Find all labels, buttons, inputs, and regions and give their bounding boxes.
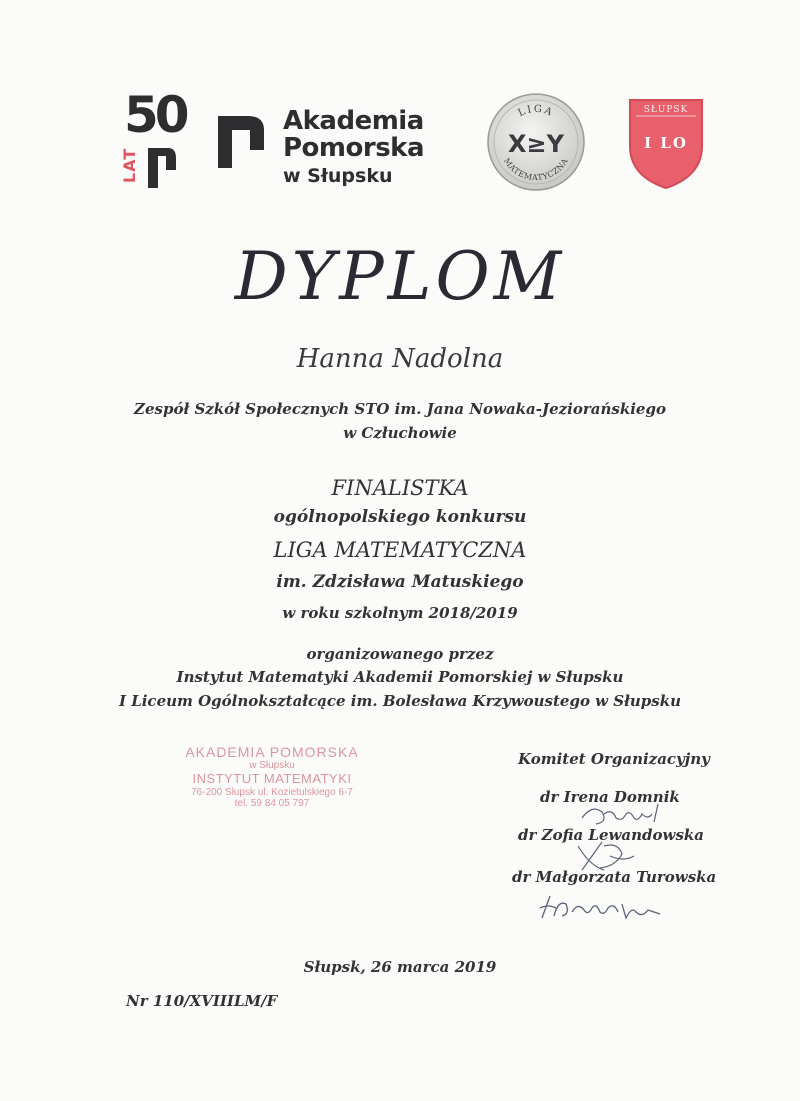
recipient-name: Hanna Nadolna xyxy=(296,344,504,374)
anniversary-label: LAT xyxy=(120,147,140,184)
stamp-line1: AKADEMIA POMORSKA xyxy=(185,744,359,760)
akademia-pomorska-logo-icon xyxy=(216,110,268,168)
university-line2: Pomorska xyxy=(283,133,425,164)
university-line3: w Słupsku xyxy=(283,164,393,187)
organizer-2: I Liceum Ogólnokształcące im. Bolesława Krzywoustego w Słupsku xyxy=(118,692,682,710)
university-name xyxy=(283,108,424,187)
university-line1: Akademia xyxy=(283,106,424,136)
committee-heading: Komitet Organizacyjny xyxy=(518,750,710,768)
seal-symbol: X≥Y xyxy=(508,130,564,158)
anniversary-logo xyxy=(118,86,188,190)
signature-2-icon xyxy=(570,836,640,874)
school-line2: w Człuchowie xyxy=(343,424,457,442)
signature-3-icon xyxy=(536,890,666,924)
committee-member-3: dr Małgorzata Turowska xyxy=(512,868,717,886)
signature-1-icon xyxy=(578,800,668,830)
shield-top-text: SŁUPSK xyxy=(643,105,689,115)
liga-matematyczna-seal-icon xyxy=(486,92,586,192)
contest-name: LIGA MATEMATYCZNA xyxy=(273,538,527,562)
place-and-date: Słupsk, 26 marca 2019 xyxy=(303,958,497,976)
organizer-1: Instytut Matematyki Akademii Pomorskiej w Słupsku xyxy=(176,668,624,686)
stamp-line5: tel. 59 84 05 797 xyxy=(234,798,310,810)
i-lo-shield-icon xyxy=(626,96,706,190)
school-line1: Zespół Szkół Społecznych STO im. Jana Nowaka-Jeziorańskiego xyxy=(134,400,666,418)
committee-member-1: dr Irena Domnik xyxy=(540,788,680,806)
diploma-title: DYPLOM xyxy=(234,238,566,315)
stamp-line2: w Słupsku xyxy=(249,760,295,772)
ap-small-mark-icon xyxy=(144,144,180,188)
diploma-number: Nr 110/XVIIILM/F xyxy=(126,992,278,1010)
anniversary-number: 50 xyxy=(124,86,186,144)
contest-kind: ogólnopolskiego konkursu xyxy=(273,507,527,527)
school-year: w roku szkolnym 2018/2019 xyxy=(282,604,518,622)
stamp-line3: INSTYTUT MATEMATYKI xyxy=(192,770,352,786)
award-title: FINALISTKA xyxy=(331,476,469,500)
institute-stamp xyxy=(172,744,372,810)
contest-patron: im. Zdzisława Matuskiego xyxy=(276,572,524,592)
stamp-line4: 76-200 Słupsk ul. Kozietulskiego 6-7 xyxy=(191,786,353,798)
seal-top-text: LIGA xyxy=(516,103,556,120)
shield-letters: I LO xyxy=(644,134,688,152)
seal-bottom-text: MATEMATYCZNA xyxy=(501,156,570,183)
committee-member-2: dr Zofia Lewandowska xyxy=(518,826,705,844)
organized-intro: organizowanego przez xyxy=(306,645,494,663)
